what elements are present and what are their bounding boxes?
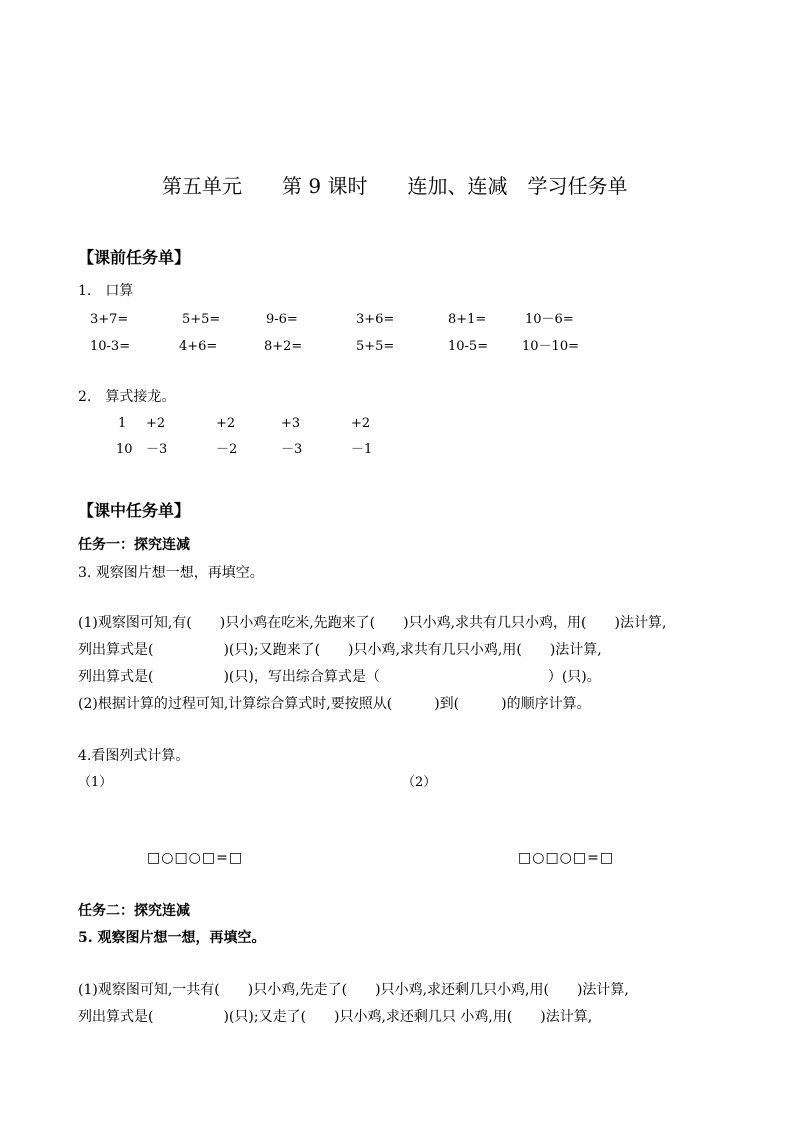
q2-start: 1: [118, 416, 127, 431]
q1-item: 10-3=: [90, 339, 131, 354]
q1-item: 4+6=: [179, 339, 218, 354]
task1-paragraph: 列出算式是( )(只)，写出综合算式是（ ）(只)。: [78, 669, 601, 685]
q1-item: 10－10=: [522, 339, 579, 354]
q1-item: 8+2=: [264, 339, 303, 354]
q1-item: 5+5=: [182, 312, 221, 327]
task2-title: 任务二：探究连减: [78, 903, 190, 919]
q1-item: 5+5=: [356, 339, 395, 354]
task2-paragraph: (1)观察图可知,一共有( )只小鸡,先走了( )只小鸡,求还剩几只小鸡,用( )法计算,: [78, 982, 629, 998]
q1-item: 10-5=: [448, 339, 489, 354]
q2-label: 2. 算式接龙。: [78, 389, 176, 405]
q1-label: 1. 口算: [78, 283, 134, 299]
page-title: 第五单元 第 9 课时 连加、连减 学习任务单: [162, 174, 628, 198]
q4-expression-1: □○□○□=□: [147, 850, 244, 866]
q1-item: 8+1=: [448, 312, 487, 327]
task2-paragraph: 列出算式是( )(只);又走了( )只小鸡,求还剩几只 小鸡,用( )法计算,: [78, 1009, 593, 1025]
q4-sub1-label: （1）: [78, 775, 113, 790]
q2-step: +2: [216, 416, 236, 431]
in-task-header: 【课中任务单】: [78, 501, 191, 520]
task1-paragraph: (1)观察图可知,有( )只小鸡在吃米,先跑来了( )只小鸡,求共有几只小鸡，用( )法计算,: [78, 615, 667, 631]
q4-sub2-label: （2）: [402, 775, 437, 790]
q2-step: +2: [351, 416, 371, 431]
q5-label: 5. 观察图片想一想，再填空。: [78, 930, 266, 946]
q2-step: +2: [146, 416, 166, 431]
q1-item: 3+6=: [356, 312, 395, 327]
q1-item: 9-6=: [266, 312, 298, 327]
q2-step: －3: [281, 442, 303, 457]
task1-paragraph: 列出算式是( )(只);又跑来了( )只小鸡,求共有几只小鸡,用( )法计算,: [78, 642, 602, 658]
q2-step: －1: [351, 442, 373, 457]
q2-step: +3: [281, 416, 301, 431]
q1-item: 10－6=: [525, 312, 574, 327]
q4-expression-2: □○□○□=□: [518, 850, 615, 866]
q4-label: 4.看图列式计算。: [78, 748, 190, 764]
q3-label: 3. 观察图片想一想，再填空。: [78, 565, 264, 581]
task1-paragraph: (2)根据计算的过程可知,计算综合算式时,要按照从( )到( )的顺序计算。: [78, 696, 591, 712]
pre-task-header: 【课前任务单】: [78, 248, 191, 267]
q2-step: －3: [146, 442, 168, 457]
q2-start: 10: [116, 442, 133, 457]
q2-step: －2: [216, 442, 238, 457]
task1-title: 任务一：探究连减: [78, 537, 190, 553]
q1-item: 3+7=: [90, 312, 129, 327]
